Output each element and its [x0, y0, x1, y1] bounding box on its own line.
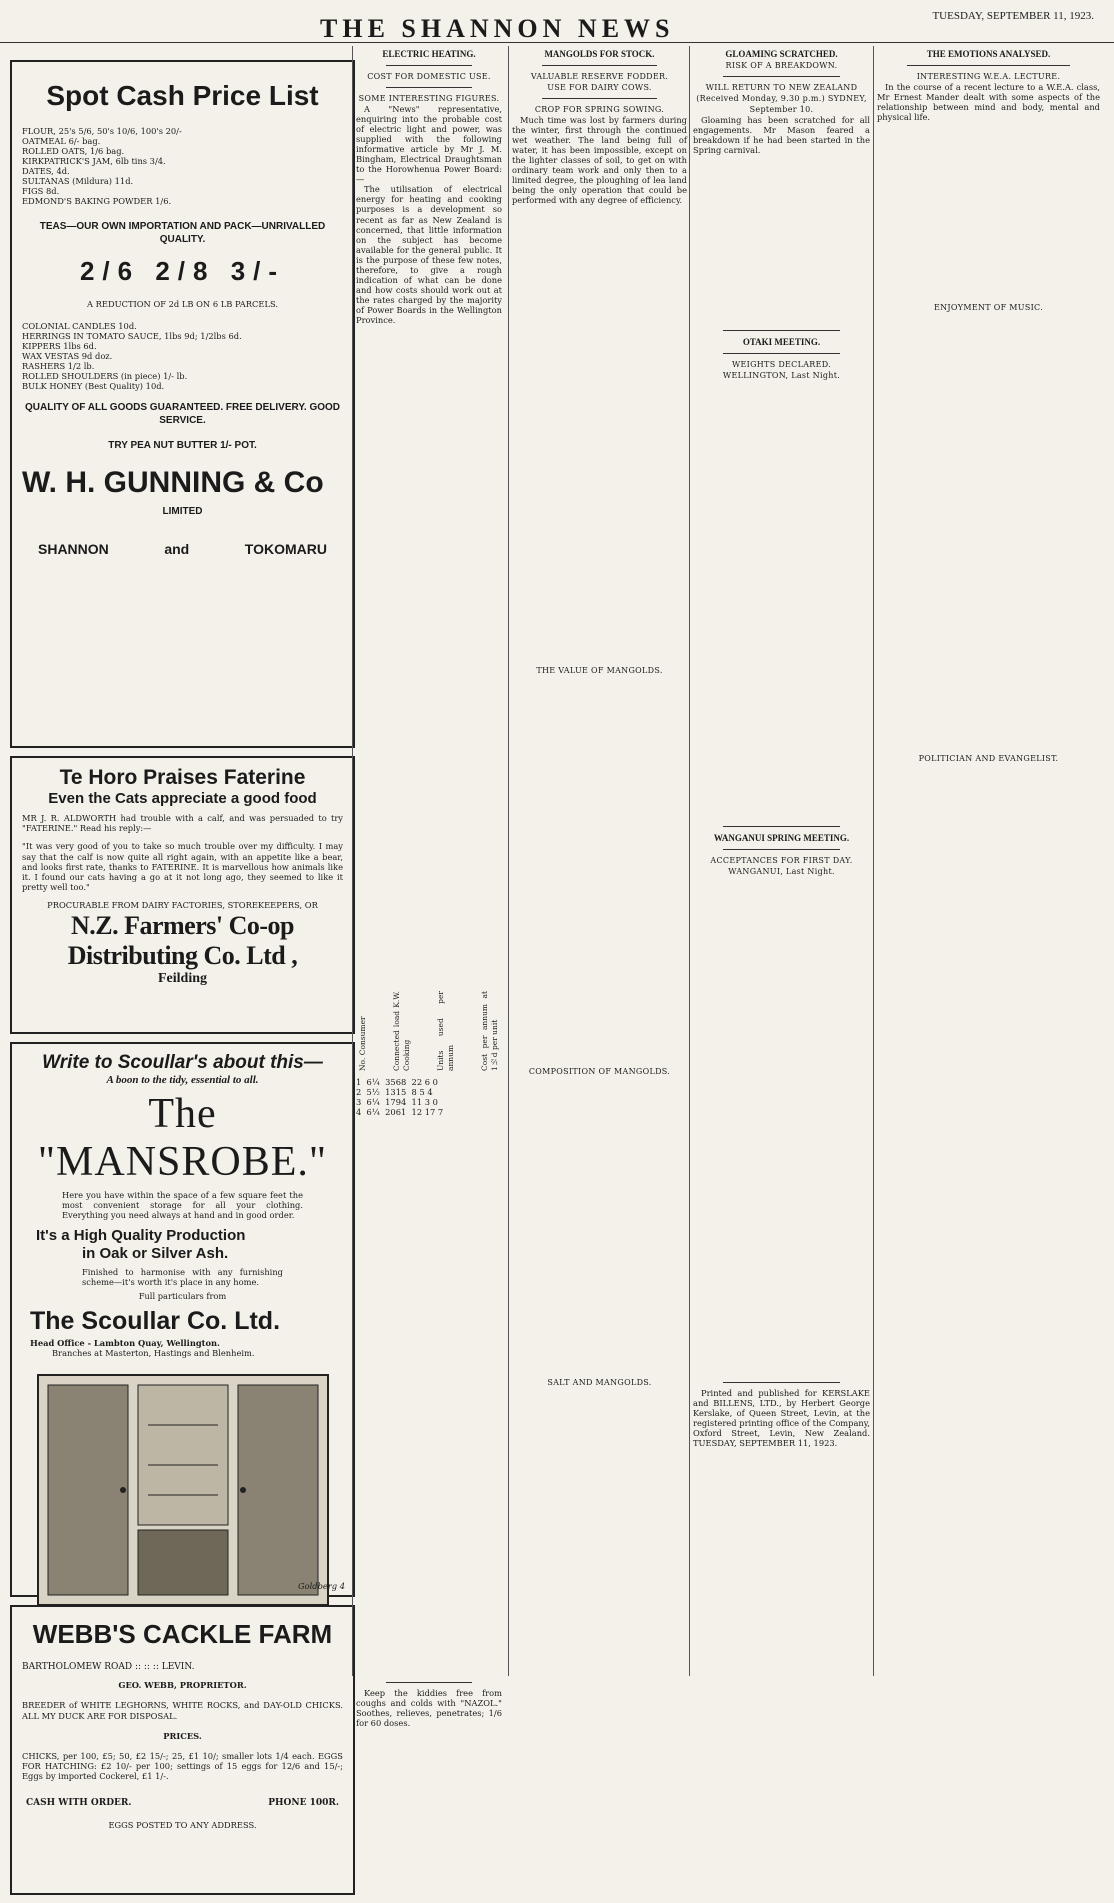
list-item: KIPPERS 1lbs 6d.	[22, 341, 97, 352]
teas-line: TEAS—OUR OWN IMPORTATION AND PACK—UNRIVALLED QUALITY.	[39, 221, 326, 245]
divider	[723, 76, 840, 77]
ad-company: The Scoullar Co. Ltd.	[30, 1307, 281, 1336]
ad-product: The "MANSROBE."	[37, 1091, 328, 1185]
list-item: HERRINGS IN TOMATO SAUCE, 1lbs 9d; 1/2lbs 6d.	[22, 331, 242, 342]
ad-phone: PHONE 100R.	[268, 1797, 339, 1808]
tea-prices	[22, 256, 343, 287]
table-header: No. Consumer	[358, 1016, 367, 1072]
article-subhead: ENJOYMENT OF MUSIC.	[933, 303, 1044, 313]
divider	[542, 65, 657, 66]
article-headline: ELECTRIC HEATING.	[382, 49, 476, 59]
article-text-block	[512, 1077, 687, 1377]
article-headline: OTAKI MEETING.	[742, 337, 821, 348]
list-item: SULTANAS (Mildura) 11d.	[22, 176, 134, 186]
ad-quote: "It was very good of you to take so much trouble over my difficulty. I may say that the calf is now quite all right again, with an appetite like a bear, and looks first rate, thanks to FATERINE. It is marvellous how animals like it. I found our cats having a go at it not long ago, they seemed to like it pretty well too."	[22, 841, 343, 893]
ad-scoullar	[10, 1042, 355, 1597]
nazol-advert: Keep the kiddies free from coughs and colds with "NAZOL." Soothes, relieves, penetrates; 1/6 for 60 doses.	[356, 1688, 502, 1729]
list-item: WAX VESTAS 9d doz.	[22, 351, 113, 362]
divider	[723, 330, 840, 331]
ad-company: N.Z. Farmers' Co-op Distributing Co. Ltd ,	[67, 910, 298, 970]
divider	[907, 65, 1070, 66]
article-dateline: (Received Monday, 9.30 p.m.) SYDNEY, September 10.	[696, 94, 867, 114]
divider	[723, 849, 840, 850]
ad-harmonise: Finished to harmonise with any furnishing scheme—it's worth it's place in any home.	[82, 1266, 283, 1287]
column-rule	[873, 46, 874, 1676]
list-item: DATES, 4d.	[22, 166, 70, 176]
article-text-block	[512, 205, 687, 665]
ad-subhead: Even the Cats appreciate a good food	[48, 790, 317, 807]
table-header: Units used per annum	[435, 991, 455, 1072]
list-item: BULK HONEY (Best Quality) 10d.	[22, 381, 165, 392]
ad-particulars: Full particulars from	[138, 1291, 227, 1302]
ad-webbs	[10, 1605, 355, 1895]
article-emotions	[877, 48, 1100, 764]
ad-cash: CASH WITH ORDER.	[26, 1797, 132, 1808]
table-row: 1 6¼ 3568 22 6 0	[356, 1077, 438, 1088]
list-item: FIGS 8d.	[22, 186, 60, 196]
column-rule	[508, 46, 509, 1676]
table-row: 4 6¼ 2061 12 17 7	[356, 1107, 444, 1118]
ad-prices-head: PRICES.	[163, 1730, 202, 1741]
article-dateline: WANGANUI, Last Night.	[728, 867, 835, 877]
list-item: FLOUR, 25's 5/6, 50's 10/6, 100's 20/-	[22, 126, 182, 136]
article-subhead: ACCEPTANCES FOR FIRST DAY.	[710, 856, 853, 866]
company-towns	[22, 541, 343, 563]
town-label: TOKOMARU	[244, 541, 327, 558]
article-subhead: THE VALUE OF MANGOLDS.	[536, 666, 663, 676]
article-paragraph: Gloaming has been scratched for all engagements. Mr Mason feared a breakdown if he had been started in the Spring carnival.	[693, 115, 870, 156]
ad-tagline: A boon to the tidy, essential to all.	[106, 1074, 259, 1086]
list-item: OATMEAL 6/- bag.	[22, 136, 101, 146]
ad-body: MR J. R. ALDWORTH had trouble with a calf, and was persuaded to try "FATERINE." Read his reply:—	[22, 813, 343, 834]
article-text-block	[877, 313, 1100, 753]
article-subhead: CROP FOR SPRING SOWING.	[534, 105, 665, 114]
article-paragraph: The utilisation of electrical energy for heating and cooking purposes is a development so recent as far as New Zealand is concerned, that little information on the subject has become available for the general public. It is the purpose of these few notes, therefore, to give a rough indication of what can be done and how costs should work out at the rates charged by the majority of Power Boards in the Wellington Province.	[356, 184, 502, 325]
article-subhead: RISK OF A BREAKDOWN.	[725, 61, 838, 70]
masthead-date: TUESDAY, SEPTEMBER 11, 1923.	[932, 10, 1094, 22]
article-text-block	[356, 325, 502, 985]
list-item: RASHERS 1/2 lb.	[22, 361, 95, 372]
tea-price: 3/-	[230, 256, 286, 286]
try-line: TRY PEA NUT BUTTER 1/- POT.	[108, 440, 257, 452]
wardrobe-illustration	[28, 1365, 338, 1615]
table-row: 2 5½ 1315 8 5 4	[356, 1087, 433, 1098]
table-row: 3 6¼ 1794 11 3 0	[356, 1097, 438, 1108]
article-subhead: COST FOR DOMESTIC USE.	[367, 72, 491, 81]
masthead-title: THE SHANNON NEWS	[320, 14, 675, 43]
article-subhead: SOME INTERESTING FIGURES.	[358, 94, 500, 103]
article-mangolds	[512, 48, 687, 1388]
article-headline: GLOAMING SCRATCHED.	[725, 49, 838, 59]
ad-intro: Write to Scoullar's about this—	[42, 1052, 323, 1073]
table-header: Cost per annum at 1½d per unit	[479, 991, 499, 1072]
ad-office: Head Office - Lambton Quay, Wellington.	[30, 1338, 220, 1349]
divider	[723, 1382, 840, 1383]
divider	[386, 87, 472, 88]
column-rule	[689, 46, 690, 1676]
ad-body: Here you have within the space of a few square feet the most convenient storage for all your clothing. Everything you need always at hand and in good order.	[62, 1190, 303, 1221]
column-rule	[352, 46, 353, 1676]
article-headline: WANGANUI SPRING MEETING.	[713, 833, 850, 844]
article-subhead: USE FOR DAIRY COWS.	[547, 83, 652, 92]
advert-column	[10, 60, 355, 1903]
article-subhead: WILL RETURN TO NEW ZEALAND	[705, 83, 858, 92]
ad-breeder: BREEDER of WHITE LEGHORNS, WHITE ROCKS, and DAY-OLD CHICKS. ALL MY DUCK ARE FOR DISPOSAL.	[22, 1700, 343, 1721]
ad-posted: EGGS POSTED TO ANY ADDRESS.	[108, 1819, 257, 1830]
ad-headline: Te Horo Praises Faterine	[59, 766, 306, 789]
article-text-block	[693, 381, 870, 821]
company-limited: LIMITED	[162, 506, 203, 518]
artist-signature: Goldberg 4	[297, 1580, 345, 1591]
ad-title: WEBB'S CACKLE FARM	[32, 1619, 333, 1649]
divider	[723, 353, 840, 354]
ad-branches: Branches at Masterton, Hastings and Blenheim.	[52, 1348, 255, 1359]
conjunction-label: and	[164, 541, 190, 558]
article-electric-heating	[356, 48, 502, 1728]
ad-town: Feilding	[157, 970, 207, 986]
article-subhead: SALT AND MANGOLDS.	[547, 1378, 652, 1388]
ad-quality-line: in Oak or Silver Ash.	[82, 1244, 229, 1262]
article-text-block	[693, 877, 870, 1377]
tea-price: 2/8	[155, 256, 216, 286]
list-item: EDMOND'S BAKING POWDER 1/6.	[22, 196, 172, 206]
reduction-note: A REDUCTION OF 2d LB ON 6 LB PARCELS.	[87, 299, 278, 309]
divider	[386, 65, 472, 66]
divider	[542, 98, 657, 99]
article-subhead: POLITICIAN AND EVANGELIST.	[918, 754, 1059, 764]
ad-spot-cash	[10, 60, 355, 748]
article-paragraph: Much time was lost by farmers during the winter, first through the continued wet weather. The land being full of water, it has been impossible, except on the lighter classes of soil, to get on with ordinary team work and only then to a limited degree, the ploughing of lea land being the only operation that could be performed with any degree of efficiency.	[512, 115, 687, 206]
article-paragraph: In the course of a recent lecture to a W.E.A. class, Mr Ernest Mander dealt with some aspects of the relationship between mind and body, mental and physical life.	[877, 82, 1100, 123]
ad-address: BARTHOLOMEW ROAD :: :: :: LEVIN.	[22, 1662, 195, 1672]
article-subhead: VALUABLE RESERVE FODDER.	[530, 72, 669, 81]
divider	[723, 826, 840, 827]
article-subhead: COMPOSITION OF MANGOLDS.	[528, 1067, 671, 1077]
article-headline: THE EMOTIONS ANALYSED.	[926, 49, 1051, 59]
article-headline: MANGOLDS FOR STOCK.	[544, 49, 655, 59]
article-subhead: INTERESTING W.E.A. LECTURE.	[916, 72, 1061, 81]
ad-faterine	[10, 756, 355, 1034]
article-racing	[693, 48, 870, 1448]
article-paragraph: A "News" representative, enquiring into the probable cost of electric light and power, was supplied with the following informative article by Mr J. M. Bingham, Electrical Draughtsman to the Horowhenua Power Board:—	[356, 104, 502, 185]
ad-proprietor: GEO. WEBB, PROPRIETOR.	[118, 1680, 247, 1691]
tea-price: 2/6	[79, 256, 141, 286]
list-item: KIRKPATRICK'S JAM, 6lb tins 3/4.	[22, 156, 166, 166]
town-label: SHANNON	[38, 541, 109, 558]
article-text-block	[877, 122, 1100, 302]
article-dateline: WELLINGTON, Last Night.	[722, 371, 841, 381]
list-item: ROLLED OATS, 1/6 bag.	[22, 146, 125, 156]
guarantee-line: QUALITY OF ALL GOODS GUARANTEED. FREE DELIVERY. GOOD SERVICE.	[24, 402, 341, 427]
article-text-block	[356, 1117, 502, 1677]
ad-procurable: PROCURABLE FROM DAIRY FACTORIES, STOREKEEPERS, OR	[47, 900, 318, 911]
article-text-block	[693, 155, 870, 325]
article-subhead: WEIGHTS DECLARED.	[731, 360, 832, 370]
ad-quality-line: It's a High Quality Production	[36, 1226, 246, 1244]
ad-prices: CHICKS, per 100, £5; 50, £2 15/-; 25, £1 10/; smaller lots 1/4 each. EGGS FOR HATCHING: £2 10/- per 100; settings of 15 eggs for 12/6 and 15/-; Eggs by imported Cockerel, £1 1/-.	[22, 1751, 343, 1782]
company-name: W. H. GUNNING & Co	[22, 466, 324, 500]
ad-footer-row	[22, 1798, 343, 1808]
imprint: Printed and published for KERSLAKE and BILLENS, LTD., by Herbert George Kerslake, of Queen Street, Levin, at the registered printing office of the Company, Oxford Street, Levin, New Zealand. TUESDAY, SEPTEMBER 11, 1923.	[693, 1388, 870, 1449]
list-item: ROLLED SHOULDERS (in piece) 1/- lb.	[22, 371, 188, 382]
masthead	[0, 0, 1114, 43]
ad-title: Spot Cash Price List	[46, 80, 319, 111]
list-item: COLONIAL CANDLES 10d.	[22, 321, 137, 332]
article-text-block	[512, 676, 687, 1066]
table-header: Connected load K.W. Cooking	[391, 991, 411, 1072]
consumer-table-header	[358, 991, 500, 1071]
